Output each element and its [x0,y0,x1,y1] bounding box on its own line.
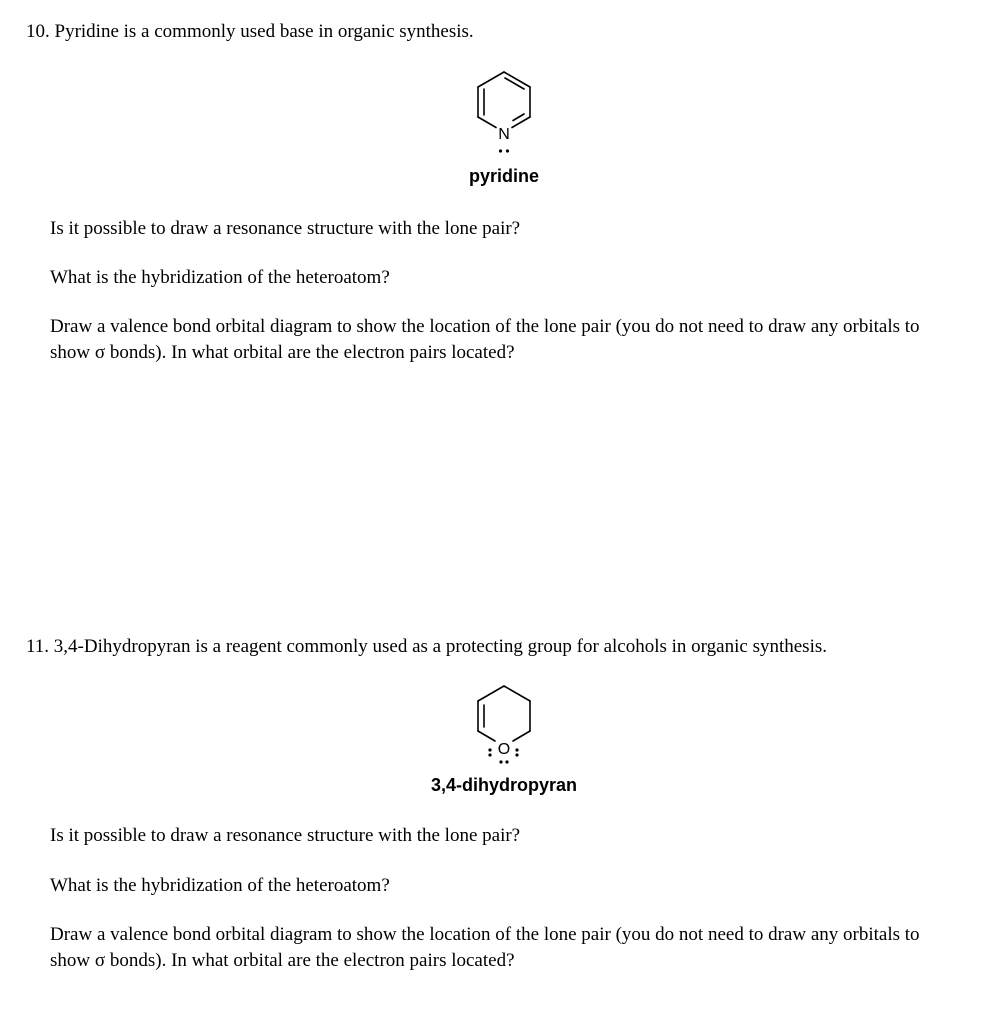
q11-orbital-question: Draw a valence bond orbital diagram to show the location of the lone pair (you do not need to draw any orbitals to show σ bonds). In what orbital are the electron pairs located? [50,924,920,971]
q10-orbital-question: Draw a valence bond orbital diagram to show the location of the lone pair (you do not need to draw any orbitals to show σ bonds). In what orbital are the electron pairs located? [50,316,920,363]
double-bond-line [505,78,524,89]
q10-hybridization-question: What is the hybridization of the heteroatom? [50,267,390,288]
q11-hybridization-question: What is the hybridization of the heteroatom? [50,875,390,896]
oxygen-atom-label: O [497,741,511,758]
dihydropyran-ring-bonds [478,686,530,741]
nitrogen-atom-label: N [498,126,510,143]
dihydropyran-label: 3,4-dihydropyran [430,775,578,795]
dihydropyran-structure [464,678,544,768]
pyridine-label: pyridine [468,166,539,186]
pyridine-structure [464,64,544,164]
lone-pair-dots [499,149,509,152]
double-bond-line [513,114,524,121]
q11-resonance-question: Is it possible to draw a resonance structure with the lone pair? [50,825,521,846]
pyridine-ring-bonds [478,72,530,128]
question-10-title: 10. Pyridine is a commonly used base in organic synthesis. [26,21,474,42]
q10-resonance-question: Is it possible to draw a resonance structure with the lone pair? [50,218,521,239]
question-11-title: 11. 3,4-Dihydropyran is a reagent commonly used as a protecting group for alcohols in organic synthesis. [26,636,827,657]
